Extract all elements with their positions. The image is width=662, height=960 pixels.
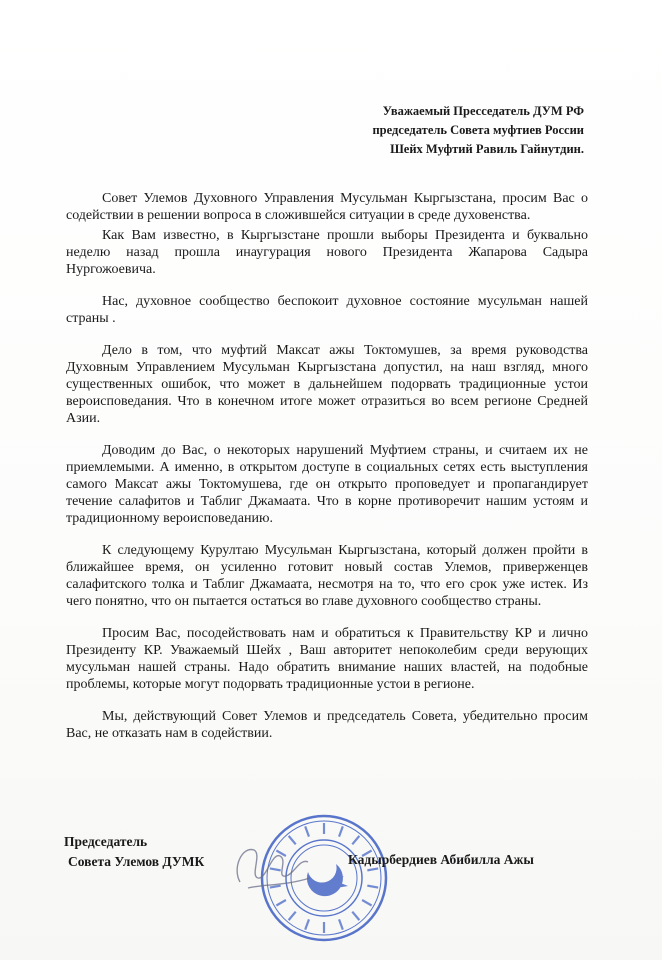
paragraph-2: Как Вам известно, в Кыргызстане прошли выборы Президента и буквально неделю назад прошла инаугурация нового Президента Жапарова Садыра Нургожоевича. [66,228,588,277]
paragraph-6: К следующему Курултаю Мусульман Кыргызстана, который должен пройти в ближайшее время, он усиленно готовит новый состав Улемов, приверженцев салафитского толка и Таблиг Джамаата, несмотря на то, что его срок уже истек. Из чего понятно, что он пытается остаться во главе духовного сообщество страны. [66,543,588,609]
paragraph-5: Доводим до Вас, о некоторых нарушений Муфтием страны, и считаем их не приемлемыми. А именно, в открытом доступе в социальных сетях есть выступления самого Максат ажы Токтомушева, где он открыто проповедует и пропагандирует течение салафитов и Таблиг Джамаата. Что в корне противоречит нашим устоям и традиционному вероисповеданию. [66,443,588,526]
paragraph-4: Дело в том, что муфтий Максат ажы Токтомушев, за время руководства Духовным Управлением Мусульман Кыргызстана допустил, на наш взгляд, много существенных ошибок, что может в дальнейшем подорвать традиционные устои вероисповедания. Что в конечном итоге может отразиться во всем регионе Средней Азии. [66,343,588,426]
letter-body [66,190,588,757]
handwritten-signature-icon [228,828,318,898]
addressee-line-2: председатель Совета муфтиев России [372,123,584,137]
addressee-line-3: Шейх Муфтий Равиль Гайнутдин. [390,142,584,156]
paragraph-3: Нас, духовное сообщество беспокоит духовное состояние мусульман нашей страны . [66,294,588,326]
signatory-name: Кадырбердиев Абибилла Ажы [348,852,534,867]
paragraph-1: Совет Улемов Духовного Управления Мусульман Кыргызстана, просим Вас о содействии в решении вопроса в сложившейся ситуации в среде духовенства. [66,191,588,223]
addressee-block [372,102,584,159]
paragraph-7: Просим Вас, посодействовать нам и обратиться к Правительству КР и лично Президенту КР. Уважаемый Шейх , Ваш авторитет непоколебим среди верующих мусульман нашей страны. Надо обратить внимание наших властей, на подобные проблемы, которые могут подорвать традиционные устои в регионе. [66,626,588,692]
paragraph-8: Мы, действующий Совет Улемов и председатель Совета, убедительно просим Вас, не отказать нам в содействии. [66,709,588,741]
signatory-title [64,832,204,872]
signatory-title-line-2: Совета Улемов ДУМК [68,854,205,869]
addressee-line-1: Уважаемый Пресседатель ДУМ РФ [382,104,584,118]
signatory-title-line-1: Председатель [64,834,148,849]
